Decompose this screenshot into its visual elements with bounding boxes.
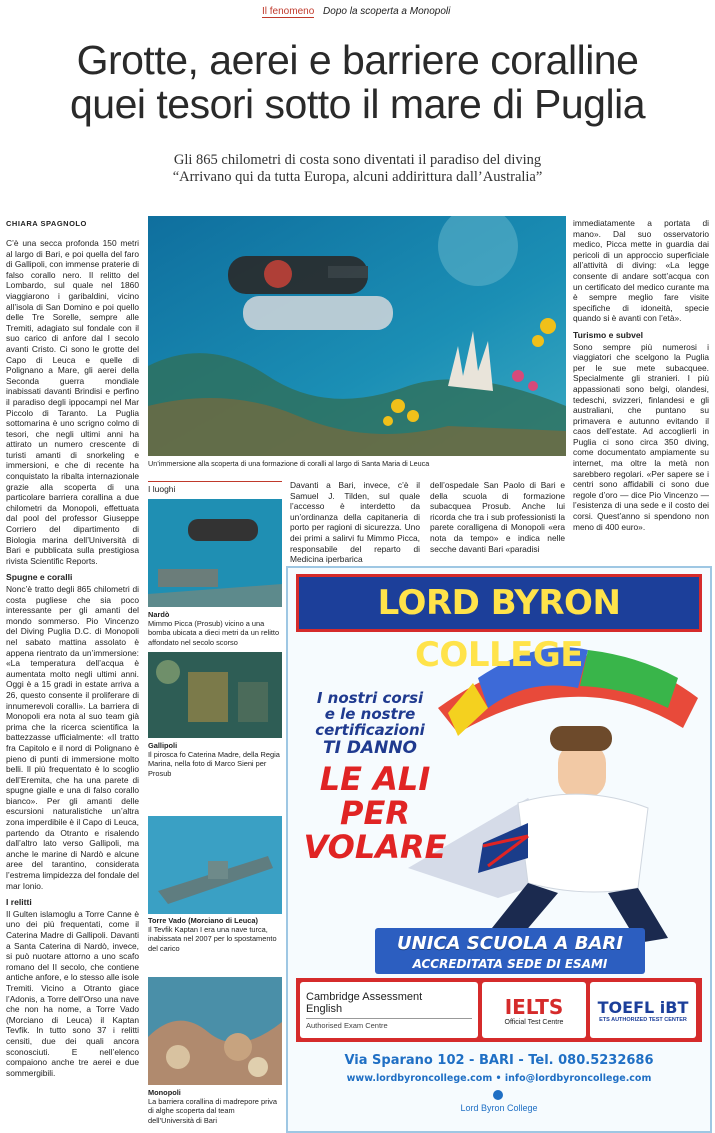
- cambridge-logo: [300, 982, 478, 1038]
- place-title: Monopoli: [148, 1088, 181, 1097]
- subheading: I relitti: [6, 897, 32, 908]
- toefl-text: TOEFL iBT: [597, 997, 689, 1017]
- subheading: Spugne e coralli: [6, 572, 73, 583]
- ad-address: Via Sparano 102 - BARI - Tel. 080.5232686: [344, 1053, 654, 1068]
- place-caption-gallipoli: [148, 741, 282, 778]
- slogan-line: certificazioni: [315, 721, 425, 739]
- topic-label: Dopo la scoperta a Monopoli: [323, 6, 451, 17]
- slogan-line: I nostri corsi: [316, 689, 424, 707]
- paragraph: immediatamente a portata di mano». Dal suo osservatorio medico, Picca mette in guardia dai pericoli di un approccio superficiale all’attività di diving: «La legge consente di andare sott’acqua con un certificato del medico curante ma è sempre meglio fare visite specifiche di idoneità, specie quando si è avanti con l’età».: [573, 218, 709, 324]
- slogan-line: e le nostre: [324, 705, 416, 723]
- main-photo-diver: [148, 216, 566, 456]
- photo-nardo: [148, 499, 282, 607]
- ielts-subtext: Official Test Centre: [504, 1018, 564, 1026]
- photo-monopoli: [148, 977, 282, 1085]
- ad-slogan: [300, 690, 440, 756]
- subheadline-line-1: Gli 865 chilometri di costa sono diventati il paradiso del diving: [173, 152, 542, 168]
- headline: [0, 38, 715, 126]
- certification-logos: [296, 978, 702, 1042]
- toefl-subtext: ETS AUTHORIZED TEST CENTER: [599, 1016, 687, 1023]
- subheadline: [0, 152, 715, 186]
- slogan-line: TI DANNO: [322, 738, 417, 758]
- place-title: Torre Vado (Morciano di Leuca): [148, 916, 258, 925]
- headline-word: LE ALI: [319, 760, 431, 798]
- article-column-3: [290, 480, 420, 569]
- cambridge-line-3: Authorised Exam Centre: [306, 1018, 472, 1030]
- main-photo-caption: Un’immersione alla scoperta di una formazione di coralli al largo di Santa Maria di Leuca: [148, 459, 430, 468]
- subheading: Turismo e subvel: [573, 329, 644, 340]
- photo-gallipoli: [148, 652, 282, 738]
- ad-headline: [300, 762, 450, 864]
- accreditata-text: ACCREDITATA SEDE DI ESAMI: [412, 957, 608, 971]
- cambridge-line-2: English: [306, 1002, 343, 1015]
- cambridge-line-1: Cambridge Assessment: [306, 990, 423, 1003]
- paragraph: Il Gulten islamoglu a Torre Canne è uno dei più frequentati, come il Caterina Madre di Gallipoli. Davanti a Santa Caterina di Nardò, invece, si può nuotare attorno a uno scafo romano del II secolo, che contiene antiche anfore, e lo stesso alle isole Tremiti. Vicino a Otranto giace l’Adonis, a Torre dell’Orso una nave che non ha nome, a Torre Vado (Morciano di Leuca) il Kaptan Tevfik. In tutto sono 37 i relitti censiti, due dei quali ancora sconosciuti. E nell’elenco compaiono anche tre aerei e due sommergibili.: [6, 908, 139, 1078]
- photo-torre-vado: [148, 816, 282, 914]
- paragraph: Davanti a Bari, invece, c’è il Samuel J. Tilden, sul quale l’accesso è interdetto da un’ordinanza della capitaneria di porto per ragioni di sicurezza. Uno dei primi a salirvi fu Mimmo Picca, responsabile del reparto di Medicina iperbarica: [290, 480, 420, 565]
- article-column-4: [430, 480, 565, 558]
- place-title: Nardò: [148, 610, 170, 619]
- place-caption-torre-vado: [148, 916, 282, 953]
- headline-line-2: quei tesori sotto il mare di Puglia: [69, 81, 646, 127]
- subheadline-line-2: “Arrivano qui da tutta Europa, alcuni addirittura dall’Australia”: [172, 169, 543, 185]
- paragraph: Sono sempre più numerosi i viaggiatori che scelgono la Puglia per le sue mete subacquee. Specialmente gli stranieri. I più appassionati sono belgi, olandesi, tedeschi, svizzeri, finlandesi e gli australiani, che puntano su primavera e autunno evitando il caos dell’estate. Ad accoglierli in Puglia ci sono circa 350 diving, come documentato ampiamente su internet, ma oltre la metà non sarebbero regolari. «Per sapere se i centri sono affidabili ci sono due regole d’oro — dice Pio Vincenzo — l’esistenza di una sede e il costo dei corsi. Quest’anno si spendono non meno di 400 euro».: [573, 341, 709, 532]
- place-title: Gallipoli: [148, 741, 178, 750]
- toefl-logo: [590, 982, 696, 1038]
- article-column-5: [573, 218, 709, 536]
- place-text: La barriera corallina di madrepore priva di alghe scoperta dal team dell’Università di Bari: [148, 1097, 277, 1125]
- headline-word: VOLARE: [303, 828, 447, 866]
- ielts-logo: [482, 982, 586, 1038]
- byline: CHIARA SPAGNOLO: [6, 219, 87, 228]
- ad-title: LORD BYRON COLLEGE: [296, 574, 702, 632]
- section-label: Il fenomeno: [262, 6, 315, 17]
- place-text: Il Tevfik Kaptan I era una nave turca, inabissata nel 2007 per lo spostamento del carico: [148, 925, 277, 953]
- place-text: Il pirosca fo Caterina Madre, della Regia Marina, nella foto di Marco Sieni per Prosub: [148, 750, 280, 778]
- ad-website-link[interactable]: www.lordbyroncollege.com • info@lordbyroncollege.com: [346, 1073, 652, 1084]
- headline-word: PER: [340, 794, 410, 832]
- paragraph: dell’ospedale San Paolo di Bari e della scuola di formazione subacquea Prosub. Anche lui ricorda che tra i sub professionisti la parete coralligena di Monopoli «era nota da tempo» e indica nelle secche davanti Bari «paradisi: [430, 480, 565, 554]
- paragraph: Nonc’è tratto degli 865 chilometri di costa pugliese che sia poco interessante per gli amanti del mondo sommerso. Pio Vincenzo del Diving Puglia D.C. di Monopoli nel sabato mattina assolato è appena rientrato da un’immersione: «La temperatura dell’acqua è aumentata molto negli ultimi anni. Oggi è a 15 gradi in estate arriva a 26, questo consente il proliferare di innumerevoli coralli». La barriera di Monopoli era nota al suo team già prima che la ricerca scientifica la battezzasse ufficialmente: «Il tratto fra Capitolo e il nord di Polignano è pieno di punti di immersione molto belli. Il più frequentato è lo scoglio dell’Eremita, che ha una parete di spugne gialle e una di falso corallo bianco». Per gli amanti delle escursioni naturalistiche un’altra zona imperdibile è il Capo di Leuca, partendo da Otranto e risalendo dall’altro lato verso Gallipoli, ma anche le marine di Nardò e alcune aree del tarantino, considerata l’estrema limpidezza del fondale del mar Ionio.: [6, 584, 139, 891]
- places-section-label: I luoghi: [148, 481, 282, 494]
- kicker: [262, 6, 450, 17]
- place-caption-nardo: [148, 610, 282, 647]
- ad-brand-name: Lord Byron College: [460, 1103, 538, 1113]
- unica-scuola-text: UNICA SCUOLA A BARI: [397, 933, 623, 954]
- headline-line-1: Grotte, aerei e barriere coralline: [76, 37, 639, 83]
- place-text: Mimmo Picca (Prosub) vicino a una bomba ubicata a dieci metri da un relitto affondato nel secolo scorso: [148, 619, 280, 647]
- ielts-text: IELTS: [504, 994, 564, 1019]
- article-column-1: [6, 238, 139, 1082]
- place-caption-monopoli: [148, 1088, 282, 1125]
- paragraph: C’è una secca profonda 150 metri al largo di Bari, e poi quella del faro di Gallipoli, con immense praterie di falso corallo nero. Il relitto del Lombardo, sul quale nel 1860 viaggiarono i garibaldini, vicino all’isola di San Domino e poi quello delle Tre Sorelle, sempre alle Tremiti, adagiato sul fondale con il suo carico di anfore dal I secolo avanti Cristo. Ci sono le grotte del Capo di Leuca e quelle di Polignano a Mare, gli aerei della Seconda guerra mondiale inabissati davanti Brindisi e perfino il paradiso degli ippocampi nel Mar Piccolo di Taranto. La Puglia sottomarina è uno scrigno colmo di tesori, che negli ultimi anni ha attirato un numero crescente di turisti amanti di snorkeling e immersioni, e che di recente ha conquistato la ribalta internazionale grazie alla scoperta di una particolare barriera corallina a due chilometri da Monopoli, effettuata dal pool del professor Giuseppe Corriero del dipartimento di Biologia marina dell’Università di Bari e pubblicata sulla prestigiosa rivista Scientific Reports.: [6, 238, 139, 566]
- brand-dot-icon: [493, 1090, 503, 1100]
